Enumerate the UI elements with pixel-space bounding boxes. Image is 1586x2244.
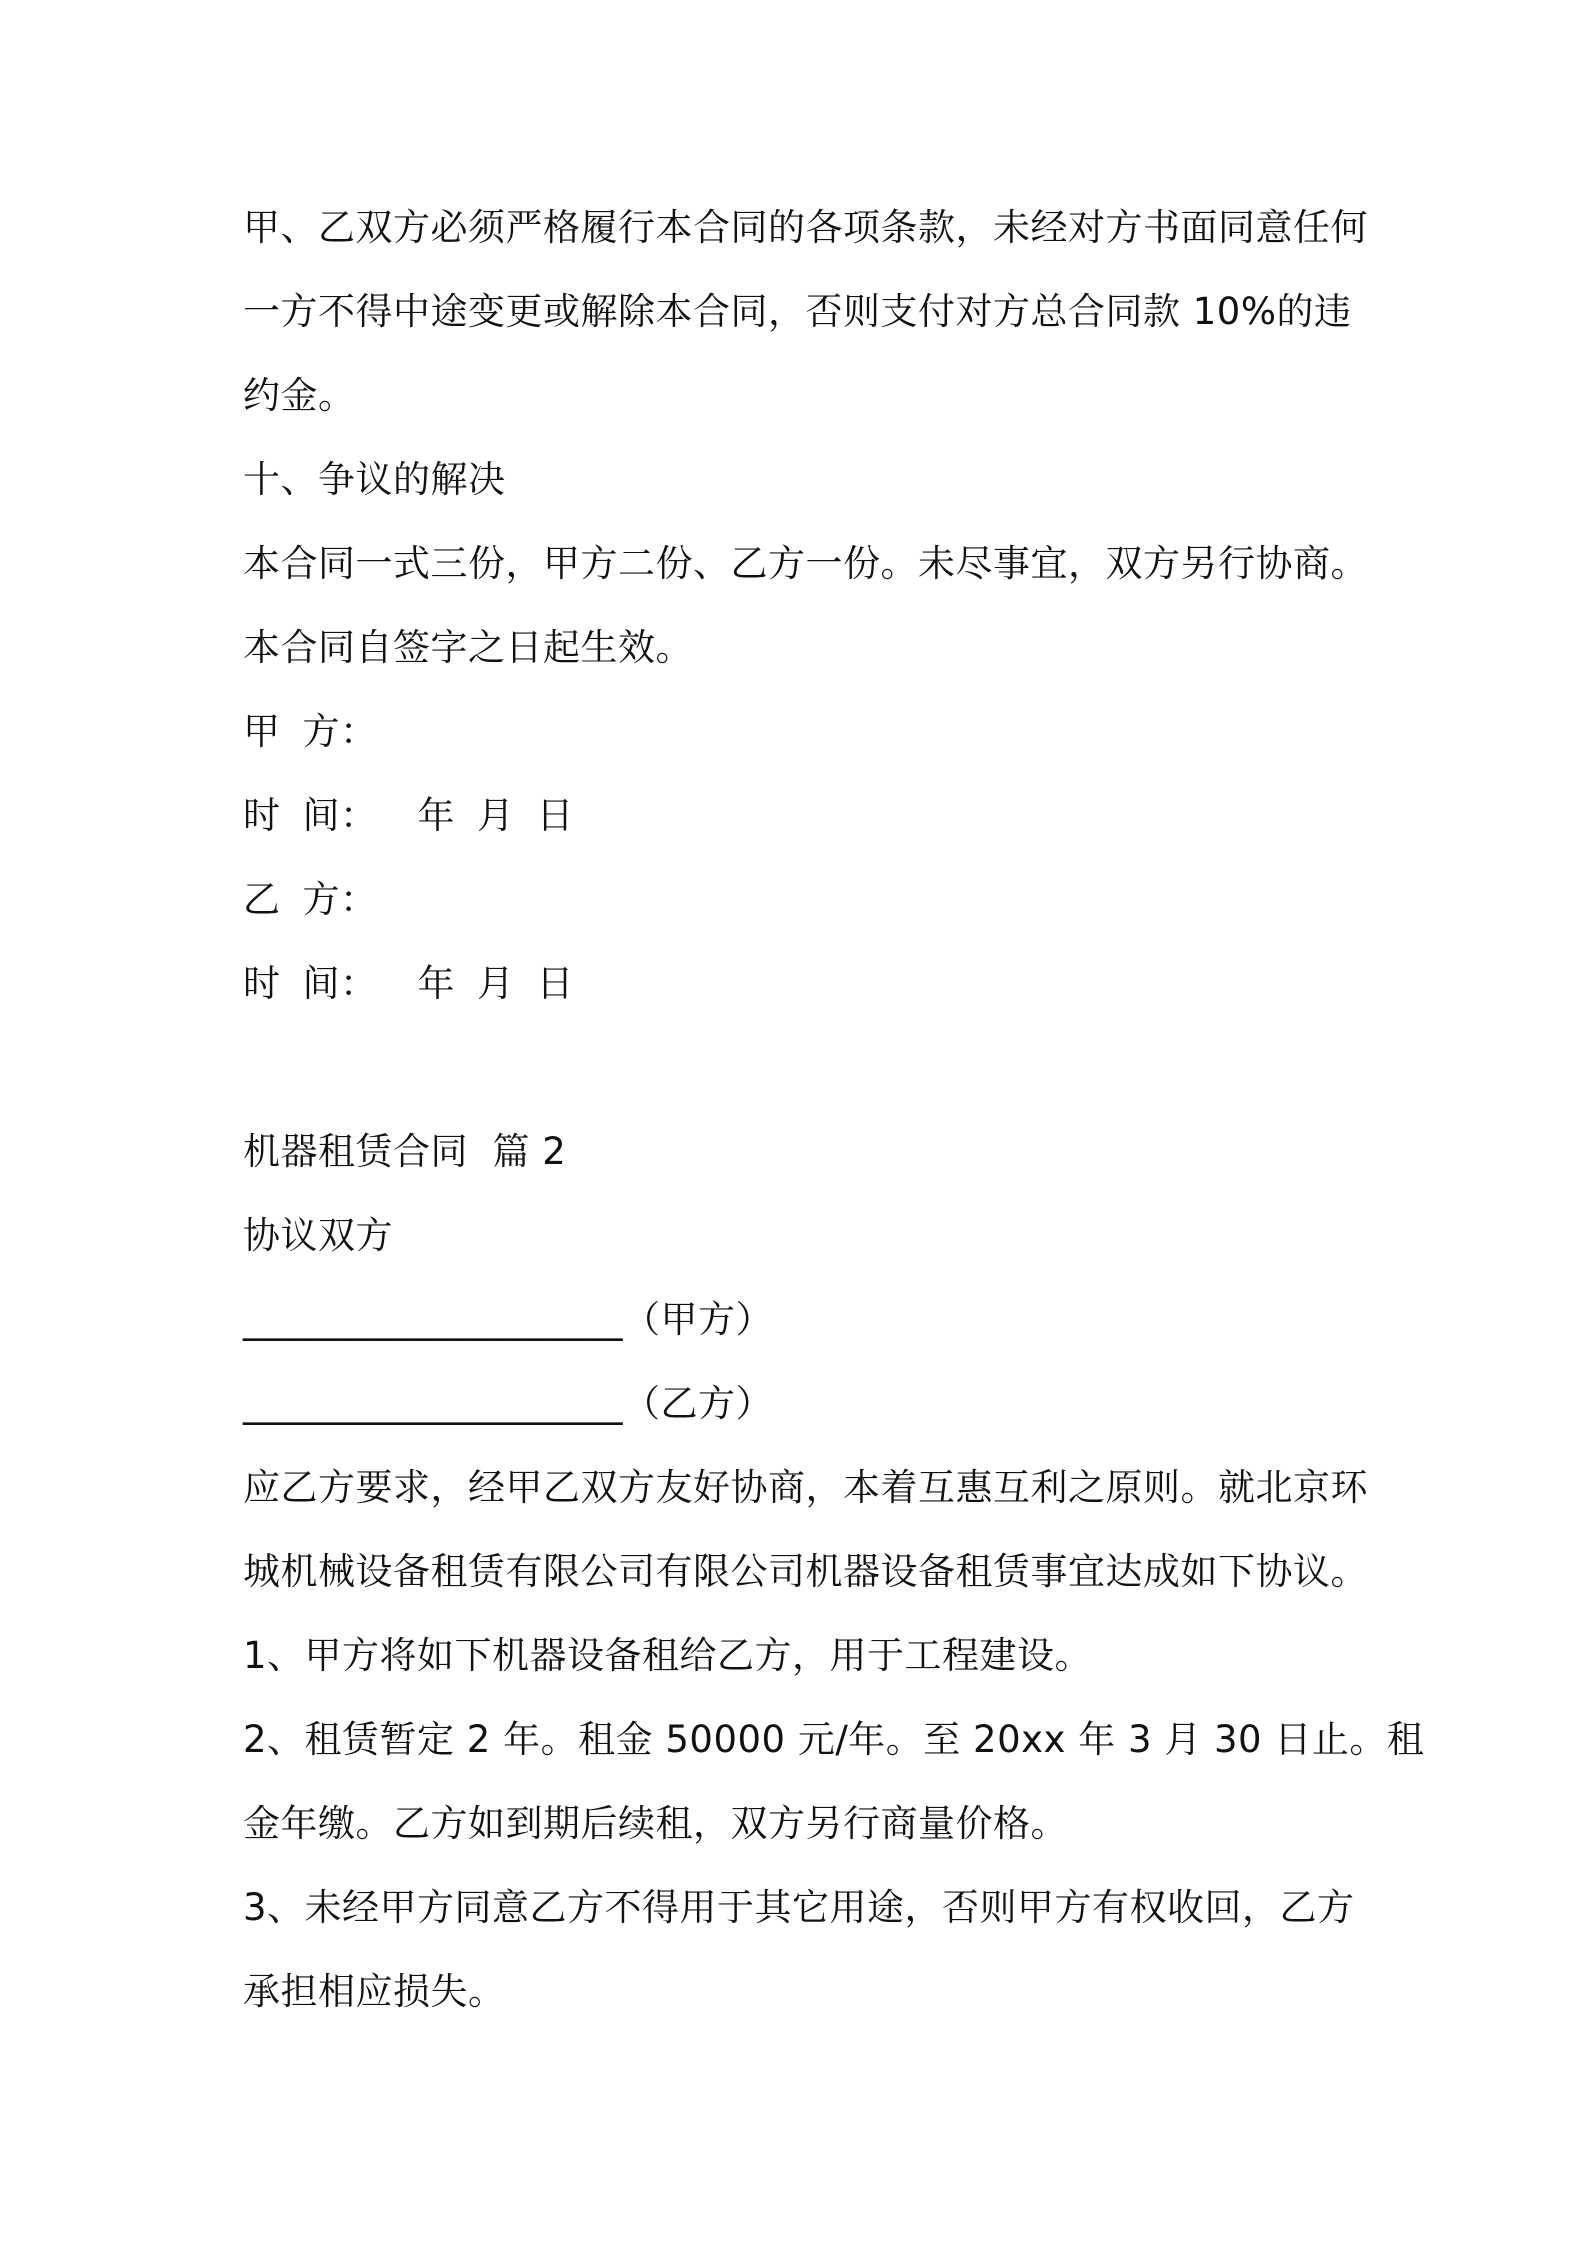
section-ten-heading: 十、争议的解决	[243, 458, 506, 501]
party-b-blank: ____________________	[243, 1382, 623, 1425]
day-label-2: 日	[536, 962, 574, 1005]
penalty-clause-line-3: 约金。	[243, 374, 356, 417]
time-suffix-2: 间：	[302, 962, 378, 1005]
party-b-tag: （乙方）	[623, 1382, 773, 1425]
year-label-1: 年	[417, 794, 455, 837]
contract-two-title: 机器租赁合同 篇 2	[243, 1130, 567, 1173]
year-label-2: 年	[417, 962, 455, 1005]
month-label-1: 月	[477, 794, 515, 837]
section-ten-body-line-1: 本合同一式三份，甲方二份、乙方一份。未尽事宜，双方另行协商。	[243, 542, 1368, 585]
party-a-suffix: 方：	[302, 710, 378, 753]
parties-heading: 协议双方	[243, 1214, 393, 1257]
party-a-tag: （甲方）	[623, 1298, 773, 1341]
party-a-signature-line	[243, 710, 378, 754]
party-b-label: 乙	[243, 878, 281, 921]
day-label-1: 日	[536, 794, 574, 837]
party-a-blank: ____________________	[243, 1298, 623, 1341]
party-b-date-line	[243, 962, 574, 1006]
time-label-2: 时	[243, 962, 281, 1005]
item-2-line-1: 2、租赁暂定 2 年。租金 50000 元/年。至 20xx 年 3 月 30 日止。租	[243, 1718, 1425, 1761]
intro-line-2: 城机械设备租赁有限公司有限公司机器设备租赁事宜达成如下协议。	[243, 1550, 1368, 1593]
month-label-2: 月	[477, 962, 515, 1005]
time-suffix-1: 间：	[302, 794, 378, 837]
party-b-signature-line	[243, 878, 378, 922]
penalty-clause-line-2: 一方不得中途变更或解除本合同，否则支付对方总合同款 10%的违	[243, 290, 1352, 333]
intro-line-1: 应乙方要求，经甲乙双方友好协商，本着互惠互利之原则。就北京环	[243, 1466, 1368, 1509]
time-label-1: 时	[243, 794, 281, 837]
penalty-clause-line-1: 甲、乙双方必须严格履行本合同的各项条款，未经对方书面同意任何	[243, 206, 1368, 249]
item-2-line-2: 金年缴。乙方如到期后续租，双方另行商量价格。	[243, 1802, 1068, 1845]
section-ten-body-line-2: 本合同自签字之日起生效。	[243, 626, 693, 669]
party-a-date-line	[243, 794, 574, 838]
party-a-blank-line	[243, 1298, 773, 1342]
item-3-line-1: 3、未经甲方同意乙方不得用于其它用途，否则甲方有权收回，乙方	[243, 1886, 1355, 1929]
party-b-blank-line	[243, 1382, 773, 1426]
party-b-suffix: 方：	[302, 878, 378, 921]
party-a-label: 甲	[243, 710, 281, 753]
item-1: 1、甲方将如下机器设备租给乙方，用于工程建设。	[243, 1634, 1093, 1677]
item-3-line-2: 承担相应损失。	[243, 1970, 506, 2013]
